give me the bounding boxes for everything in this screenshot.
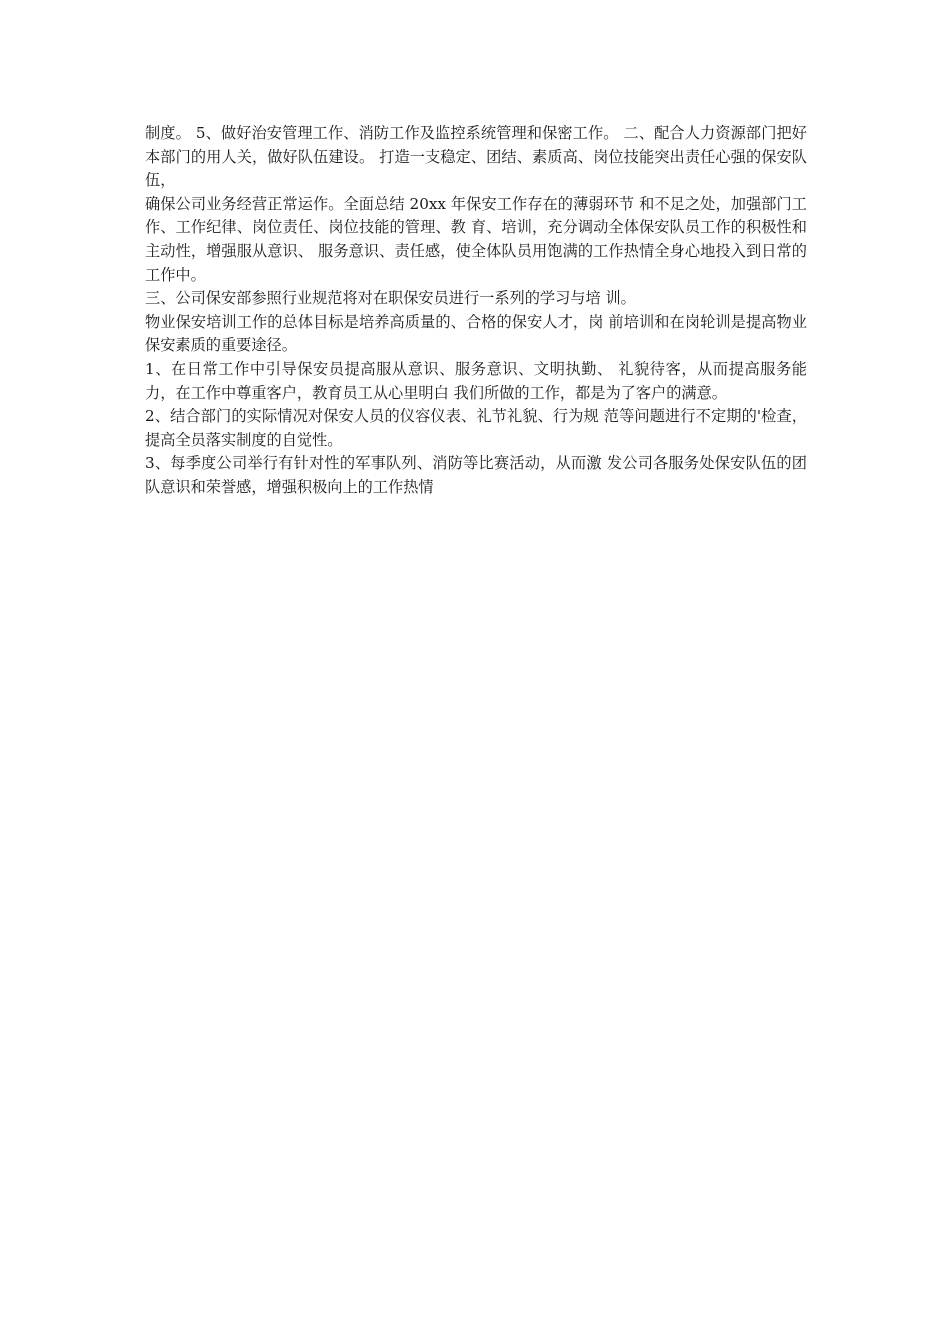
document-body xyxy=(145,122,807,500)
paragraph-5: 1、在日常工作中引导保安员提高服从意识、服务意识、文明执勤、 礼貌待客，从而提高服务能力，在工作中尊重客户，教育员工从心里明白 我们所做的工作，都是为了客户的满意。 xyxy=(145,359,807,402)
paragraph-3: 三、公司保安部参照行业规范将对在职保安员进行一系列的学习与培 训。 xyxy=(145,289,636,308)
paragraph-2: 确保公司业务经营正常运作。全面总结 20xx 年保安工作存在的薄弱环节 和不足之处，加强部门工作、工作纪律、岗位责任、岗位技能的管理、教 育、培训，充分调动全体保安队员工作的积极性和主动性，增强服从意识、 服务意识、责任感，使全体队员用饱满的工作热情全身心地投入到日常的 工作中。 xyxy=(145,194,807,284)
paragraph-4: 物业保安培训工作的总体目标是培养高质量的、合格的保安人才，岗 前培训和在岗轮训是提高物业保安素质的重要途径。 xyxy=(145,312,807,355)
paragraph-6: 2、结合部门的实际情况对保安人员的仪容仪表、礼节礼貌、行为规 范等问题进行不定期的'检查，提高全员落实制度的自觉性。 xyxy=(145,407,807,449)
paragraph-7: 3、每季度公司举行有针对性的军事队列、消防等比赛活动，从而激 发公司各服务处保安队伍的团队意识和荣誉感，增强积极向上的工作热情 xyxy=(145,454,807,496)
paragraph-1: 制度。 5、做好治安管理工作、消防工作及监控系统管理和保密工作。 二、配合人力资源部门把好本部门的用人关，做好队伍建设。 打造一支稳定、团结、素质高、岗位技能突出责任心强的保安队伍， xyxy=(145,124,807,190)
